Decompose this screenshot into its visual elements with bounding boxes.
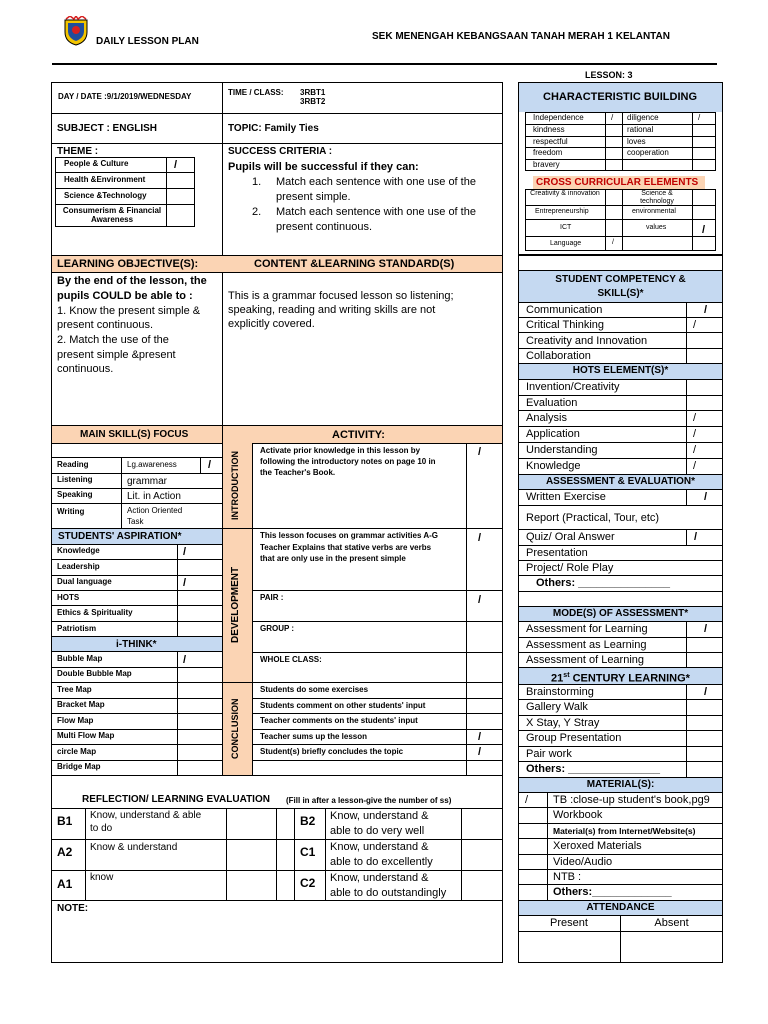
skill-writing: Writing xyxy=(57,507,85,516)
theme-tick: / xyxy=(174,159,178,171)
skill-reading: Reading xyxy=(57,460,89,469)
ithink-item: circle Map xyxy=(57,747,97,756)
level-a2-text: Know & understand xyxy=(90,842,178,853)
objective-line: continuous. xyxy=(57,363,114,375)
assessment-tick: / xyxy=(704,491,708,503)
objective-line: 1. Know the present simple & xyxy=(57,305,201,317)
level-b2-text: able to do very well xyxy=(330,825,425,837)
theme-item: Health &Environment xyxy=(64,175,146,184)
time-class-label: TIME / CLASS: xyxy=(228,88,284,97)
c21-item: Brainstorming xyxy=(526,686,594,698)
c21-others: Others: _______________ xyxy=(526,763,660,775)
learning-objective-header: LEARNING OBJECTIVE(S): xyxy=(57,258,199,270)
competency-item: Communication xyxy=(526,304,603,316)
class-1: 3RBT1 xyxy=(300,88,326,97)
ithink-item: Double Bubble Map xyxy=(57,669,132,678)
content-line: This is a grammar focused lesson so listening; xyxy=(228,290,454,302)
char-item: freedom xyxy=(533,148,563,157)
content-standard-header: CONTENT &LEARNING STANDARD(S) xyxy=(254,258,455,270)
assessment-item: Quiz/ Oral Answer xyxy=(526,531,615,543)
school-crest-icon xyxy=(62,16,90,46)
objective-line: By the end of the lesson, the xyxy=(57,275,207,287)
hots-tick: / xyxy=(693,428,697,440)
development-label: DEVELOPMENT xyxy=(230,566,241,644)
assessment-item: Project/ Role Play xyxy=(526,562,614,574)
cross-item: Science & technology xyxy=(640,190,674,205)
cross-item: ICT xyxy=(560,224,572,231)
material-item: TB :close-up student's book,pg9 xyxy=(553,794,710,806)
aspiration-item: Ethics & Spirituality xyxy=(57,608,133,617)
competency-item: Collaboration xyxy=(526,350,591,362)
c21-header: 21st CENTURY LEARNING* xyxy=(551,672,690,685)
cross-item: values xyxy=(646,224,667,231)
pair-tick: / xyxy=(478,594,482,606)
aspiration-item: Leadership xyxy=(57,562,100,571)
conclusion-label: CONCLUSION xyxy=(230,698,240,760)
hots-tick: / xyxy=(693,444,697,456)
skill-listening: Listening xyxy=(57,475,93,484)
level-a2: A2 xyxy=(57,845,73,859)
material-others: Others:_____________ xyxy=(553,886,672,898)
hots-tick: / xyxy=(693,412,697,424)
material-item: Material(s) from Internet/Website(s) xyxy=(553,826,696,836)
level-c2-text: Know, understand & xyxy=(330,872,429,884)
hots-item: Invention/Creativity xyxy=(526,381,620,393)
aspiration-item: Patriotism xyxy=(57,624,97,633)
c21-item: Pair work xyxy=(526,748,572,760)
success-criteria-label: SUCCESS CRITERIA : xyxy=(228,146,333,157)
level-c2-text: able to do outstandingly xyxy=(330,887,447,899)
success-criterion-2: Match each sentence with one use of the present continuous. xyxy=(276,206,476,233)
theme-label: THEME : xyxy=(57,146,99,157)
level-c1: C1 xyxy=(300,845,316,859)
char-item: kindness xyxy=(533,125,565,134)
success-intro: Pupils will be successful if they can: xyxy=(228,161,419,173)
plan-title: DAILY LESSON PLAN xyxy=(96,36,199,47)
intro-text: the Teacher's Book. xyxy=(260,468,336,477)
attendance-header: ATTENDANCE xyxy=(586,902,655,913)
conclusion-item: Student(s) briefly concludes the topic xyxy=(260,747,404,756)
conclusion-item: Students do some exercises xyxy=(260,685,369,694)
mode-item: Assessment of Learning xyxy=(526,654,645,666)
material-item: Video/Audio xyxy=(553,856,613,868)
competency-item: Creativity and Innovation xyxy=(526,335,648,347)
header-rule xyxy=(52,63,717,65)
theme-item: Science &Technology xyxy=(64,191,147,200)
competency-header: SKILL(S)* xyxy=(597,288,644,299)
assessment-header: ASSESSMENT & EVALUATION* xyxy=(545,476,696,487)
mode-item: Assessment for Learning xyxy=(526,623,648,635)
intro-tick: / xyxy=(478,446,482,458)
material-item: NTB : xyxy=(553,871,582,883)
intro-text: Activate prior knowledge in this lesson by xyxy=(260,446,421,455)
level-b2: B2 xyxy=(300,814,316,828)
development-text: Teacher Explains that stative verbs are verbs xyxy=(260,543,432,552)
level-b1-text: Know, understand & able xyxy=(90,810,202,821)
objective-line: present simple &present xyxy=(57,349,176,361)
c21-item: Gallery Walk xyxy=(526,701,588,713)
subject: SUBJECT : ENGLISH xyxy=(57,123,158,134)
competency-tick: / xyxy=(693,319,697,331)
skill-lg-awareness: Lg.awareness xyxy=(127,460,177,469)
char-tick: / xyxy=(611,113,614,122)
objective-line: pupils COULD be able to : xyxy=(57,290,193,302)
ithink-item: Flow Map xyxy=(57,716,94,725)
cross-item: Language xyxy=(550,240,582,247)
cross-curricular-header: CROSS CURRICULAR ELEMENTS xyxy=(536,177,699,188)
attendance-absent: Absent xyxy=(654,917,689,929)
ithink-header: i-THINK* xyxy=(116,639,157,650)
pair-label: PAIR : xyxy=(260,593,284,602)
mode-header: MODE(S) OF ASSESSMENT* xyxy=(552,608,689,619)
whole-class-label: WHOLE CLASS: xyxy=(260,655,322,664)
objective-line: present continuous. xyxy=(57,319,154,331)
characteristic-header: CHARACTERISTIC BUILDING xyxy=(543,91,697,103)
mode-item: Assessment as Learning xyxy=(526,639,647,651)
development-text: that are only use in the present simple xyxy=(260,554,406,563)
assessment-item: Presentation xyxy=(526,547,588,559)
content-line: speaking, reading and writing skills are not xyxy=(228,304,436,316)
ithink-item: Bridge Map xyxy=(57,762,101,771)
skill-tick: / xyxy=(208,459,212,471)
cross-item: Creativity & innovation xyxy=(530,190,600,197)
char-tick: / xyxy=(698,113,701,122)
aspiration-item: Knowledge xyxy=(57,546,100,555)
lesson-number: LESSON: 3 xyxy=(585,70,633,80)
note-label: NOTE: xyxy=(57,903,89,914)
char-item: bravery xyxy=(533,160,560,169)
level-a1: A1 xyxy=(57,877,73,891)
present-count-field[interactable] xyxy=(519,932,619,962)
intro-text: following the introductory notes on page 10 in xyxy=(260,457,436,466)
conclusion-tick: / xyxy=(478,746,482,758)
conclusion-tick: / xyxy=(478,731,482,743)
reflection-header: REFLECTION/ LEARNING EVALUATION xyxy=(82,794,270,805)
main-skill-header: MAIN SKILL(S) FOCUS xyxy=(80,429,189,440)
c21-item: Group Presentation xyxy=(526,732,622,744)
level-b1: B1 xyxy=(57,814,73,828)
conclusion-item: Teacher comments on the students' input xyxy=(260,716,418,725)
level-a1-text: know xyxy=(90,872,114,883)
conclusion-item: Students comment on other students' input xyxy=(260,701,426,710)
level-c1-text: able to do excellently xyxy=(330,856,433,868)
mode-tick: / xyxy=(704,623,708,635)
material-item: Xeroxed Materials xyxy=(553,840,642,852)
skill-grammar: grammar xyxy=(127,476,168,487)
reflection-note: (Fill in after a lesson-give the number of ss) xyxy=(286,796,452,805)
note-field[interactable] xyxy=(52,915,502,962)
activity-header: ACTIVITY: xyxy=(332,429,385,441)
char-item: loves xyxy=(627,137,646,146)
hots-item: Knowledge xyxy=(526,460,581,472)
topic: TOPIC: Family Ties xyxy=(228,123,319,134)
ithink-item: Bubble Map xyxy=(57,654,103,663)
hots-item: Evaluation xyxy=(526,397,578,409)
materials-header: MATERIAL(S): xyxy=(586,779,655,790)
development-tick: / xyxy=(478,532,482,544)
assessment-item: Written Exercise xyxy=(526,491,606,503)
objective-line: 2. Match the use of the xyxy=(57,334,169,346)
aspiration-header: STUDENTS' ASPIRATION* xyxy=(58,531,182,542)
theme-item: People & Culture xyxy=(64,159,129,168)
skill-lit-in-action: Lit. in Action xyxy=(127,491,181,502)
materials-tick: / xyxy=(525,794,529,806)
content-line: explicitly covered. xyxy=(228,318,315,330)
skill-action-oriented: Action Oriented Task xyxy=(127,506,183,526)
skill-speaking: Speaking xyxy=(57,490,93,499)
cross-tick: / xyxy=(702,224,706,236)
hots-item: Analysis xyxy=(526,412,567,424)
level-b2-text: Know, understand & xyxy=(330,810,429,822)
introduction-label: INTRODUCTION xyxy=(230,451,240,521)
level-c1-text: Know, understand & xyxy=(330,841,429,853)
aspiration-tick: / xyxy=(183,577,187,589)
aspiration-item: HOTS xyxy=(57,593,80,602)
assessment-others: Others: _______________ xyxy=(536,577,670,589)
absent-count-field[interactable] xyxy=(621,932,722,962)
cross-tick: / xyxy=(612,239,614,246)
conclusion-item: Teacher sums up the lesson xyxy=(260,732,367,741)
ithink-item: Multi Flow Map xyxy=(57,731,115,740)
cross-item: environmental xyxy=(632,208,676,215)
school-name: SEK MENENGAH KEBANGSAAN TANAH MERAH 1 KELANTAN xyxy=(372,31,670,42)
assessment-item: Report (Practical, Tour, etc) xyxy=(526,512,660,524)
assessment-tick: / xyxy=(694,531,698,543)
char-item: cooperation xyxy=(627,148,669,157)
aspiration-tick: / xyxy=(183,546,187,558)
char-item: Independence xyxy=(533,113,584,122)
day-date: DAY / DATE :9/1/2019/WEDNESDAY xyxy=(58,92,192,101)
development-text: This lesson focuses on grammar activities A-G xyxy=(260,531,438,540)
ithink-item: Bracket Map xyxy=(57,700,105,709)
aspiration-item: Dual language xyxy=(57,577,112,586)
attendance-present: Present xyxy=(550,917,588,929)
material-item: Workbook xyxy=(553,809,603,821)
level-b1-text: to do xyxy=(90,823,113,834)
char-item: rational xyxy=(627,125,654,134)
hots-tick: / xyxy=(693,460,697,472)
hots-item: Application xyxy=(526,428,580,440)
cross-item: Entrepreneurship xyxy=(535,208,589,215)
competency-item: Critical Thinking xyxy=(526,319,605,331)
competency-header: STUDENT COMPETENCY & xyxy=(555,274,686,285)
hots-header: HOTS ELEMENT(S)* xyxy=(572,365,669,376)
competency-tick: / xyxy=(704,304,708,316)
success-criterion-1: Match each sentence with one use of the present simple. xyxy=(276,176,476,203)
ithink-item: Tree Map xyxy=(57,685,92,694)
level-c2: C2 xyxy=(300,876,316,890)
char-item: diligence xyxy=(627,113,659,122)
group-label: GROUP : xyxy=(260,624,295,633)
c21-item: X Stay, Y Stray xyxy=(526,717,600,729)
ithink-tick: / xyxy=(183,654,187,666)
char-item: respectful xyxy=(533,137,568,146)
class-2: 3RBT2 xyxy=(300,97,326,106)
hots-item: Understanding xyxy=(526,444,598,456)
c21-tick: / xyxy=(704,686,708,698)
theme-item: Consumerism & Financial Awareness xyxy=(62,206,162,224)
